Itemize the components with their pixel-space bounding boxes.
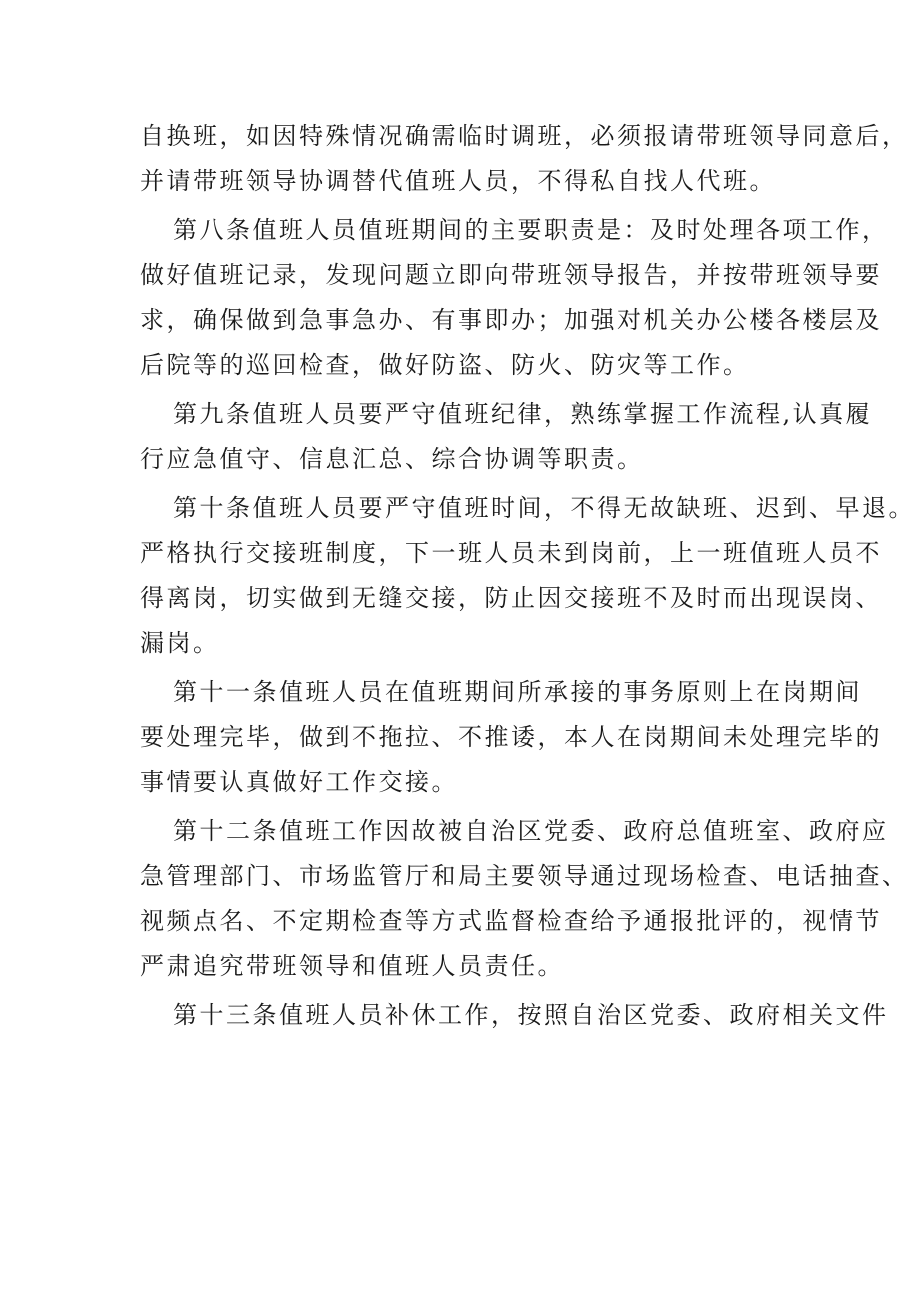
article-10-start: 第十条值班人员要严守值班时间，不得无故缺班、迟到、早退。 xyxy=(173,494,915,522)
body-line: 视频点名、不定期检查等方式监督检查给予通报批评的，视情节 xyxy=(140,907,882,935)
article-9-start: 第九条值班人员要严守值班纪律，熟练掌握工作流程,认真履 xyxy=(173,400,873,428)
body-line: 要处理完毕，做到不拖拉、不推诿，本人在岗期间未处理完毕的 xyxy=(140,723,882,751)
body-line: 自换班，如因特殊情况确需临时调班，必须报请带班领导同意后， xyxy=(140,122,909,150)
body-line: 严肃追究带班领导和值班人员责任。 xyxy=(140,952,564,980)
article-8-start: 第八条值班人员值班期间的主要职责是：及时处理各项工作， xyxy=(173,216,889,244)
article-11-start: 第十一条值班人员在值班期间所承接的事务原则上在岗期间 xyxy=(173,678,862,706)
body-line: 行应急值守、信息汇总、综合协调等职责。 xyxy=(140,445,644,473)
body-line: 后院等的巡回检查，做好防盗、防火、防灾等工作。 xyxy=(140,351,750,379)
body-line: 做好值班记录，发现问题立即向带班领导报告，并按带班领导要 xyxy=(140,261,882,289)
body-line: 得离岗，切实做到无缝交接，防止因交接班不及时而出现误岗、 xyxy=(140,584,882,612)
body-line: 漏岗。 xyxy=(140,629,220,657)
body-line: 求，确保做到急事急办、有事即办；加强对机关办公楼各楼层及 xyxy=(140,306,882,334)
body-line: 严格执行交接班制度，下一班人员未到岗前，上一班值班人员不 xyxy=(140,539,882,567)
article-12-start: 第十二条值班工作因故被自治区党委、政府总值班室、政府应 xyxy=(173,817,889,845)
article-13-start: 第十三条值班人员补休工作，按照自治区党委、政府相关文件 xyxy=(173,1001,889,1029)
body-line: 急管理部门、市场监管厅和局主要领导通过现场检查、电话抽查、 xyxy=(140,862,909,890)
body-line: 事情要认真做好工作交接。 xyxy=(140,768,458,796)
body-line: 并请带班领导协调替代值班人员，不得私自找人代班。 xyxy=(140,167,776,195)
